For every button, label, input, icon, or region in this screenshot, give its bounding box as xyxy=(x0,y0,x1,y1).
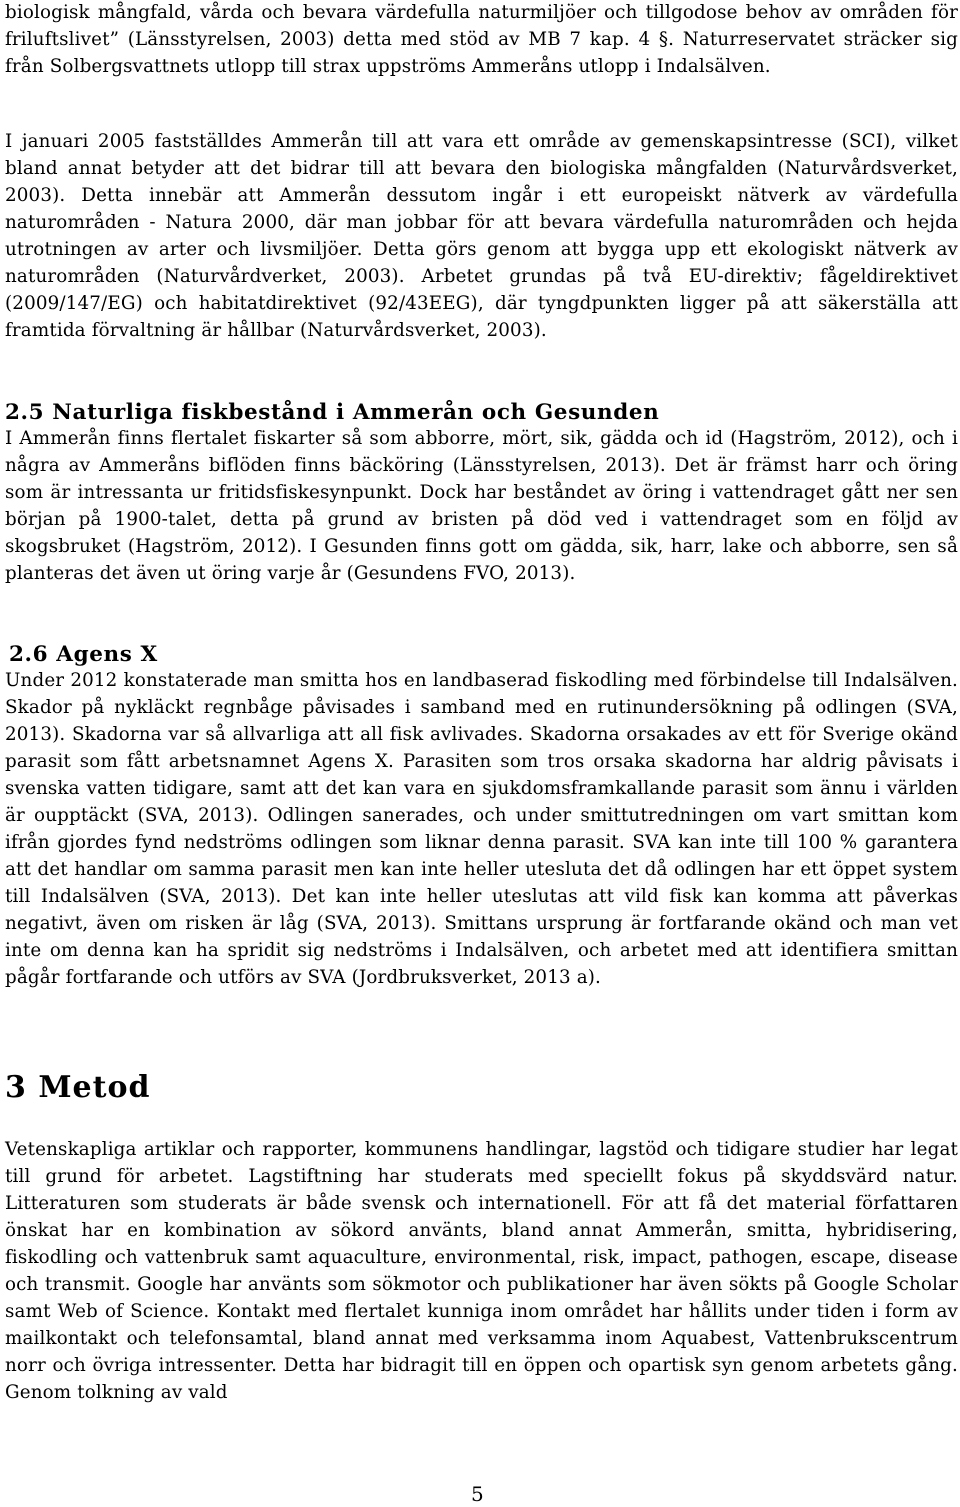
chapter-heading: 3 Metod xyxy=(5,1070,151,1105)
section-heading: 2.5 Naturliga fiskbestånd i Ammerån och Gesunden xyxy=(5,400,660,425)
body-paragraph: Vetenskapliga artiklar och rapporter, kommunens handlingar, lagstöd och tidigare studier har legat till grund för arbetet. Lagstiftning har studerats med speciellt fokus på skyddsvärd natur. Litteraturen som studerats är både svensk och internationell. För att få det material författaren önskat har en kombination av sökord använts, bland annat Ammerån, smitta, hybridisering, fiskodling och vattenbruk samt aquaculture, environmental, risk, impact, pathogen, escape, disease och transmit. Google har använts som sökmotor och publikationer har även sökts på Google Scholar samt Web of Science. Kontakt med flertalet kunniga inom området har hållits under tiden i form av mailkontakt och telefonsamtal, bland annat med verksamma inom Aquabest, Vattenbrukscentrum norr och övriga intressenter. Detta har bidragit till en öppen och opartisk syn genom arbetets gång. Genom tolkning av vald xyxy=(5,1139,958,1403)
page-number: 5 xyxy=(471,1482,484,1506)
body-paragraph: biologisk mångfald, vårda och bevara värdefulla naturmiljöer och tillgodose behov av områden för friluftslivet” (Länsstyrelsen, 2003) detta med stöd av MB 7 kap. 4 §. Naturreservatet sträcker sig från Solbergsvattnets utlopp till strax uppströms Ammeråns utlopp i Indalsälven. xyxy=(5,2,958,77)
body-paragraph: I januari 2005 fastställdes Ammerån till att vara ett område av gemenskapsintresse (SCI), vilket bland annat betyder att det bidrar till att bevara den biologiska mångfalden (Naturvårdsverket, 2003). Detta innebär att Ammerån dessutom ingår i ett europeiskt nätverk av värdefulla naturområden - Natura 2000, där man jobbar för att bevara värdefulla naturområden och hejda utrotningen av arter och livsmiljöer. Detta görs genom att bygga upp ett ekologiskt nätverk av naturområden (Naturvårdverket, 2003). Arbetet grundas på två EU-direktiv; fågeldirektivet (2009/147/EG) och habitatdirektivet (92/43EEG), där tyngdpunkten ligger på att säkerställa att framtida förvaltning är hållbar (Naturvårdsverket, 2003). xyxy=(5,131,958,341)
body-paragraph: I Ammerån finns flertalet fiskarter så som abborre, mört, sik, gädda och id (Hagström, 2012), och i några av Ammeråns biflöden finns bäcköring (Länsstyrelsen, 2013). Det är främst harr och öring som är intressanta ur fritidsfiskesynpunkt. Dock har beståndet av öring i vattendraget gått ner sen början på 1900-talet, detta på grund av bristen på död ved i vattendraget som en följd av skogsbruket (Hagström, 2012). I Gesunden finns gott om gädda, sik, harr, lake och abborre, sen så planteras det även ut öring varje år (Gesundens FVO, 2013). xyxy=(5,428,958,584)
section-heading: 2.6 Agens X xyxy=(9,642,158,667)
body-paragraph: Under 2012 konstaterade man smitta hos en landbaserad fiskodling med förbindelse till Indalsälven. Skador på nykläckt regnbåge påvisades i samband med en rutinundersökning på odlingen (SVA, 2013). Skadorna var så allvarliga att all fisk avlivades. Skadorna orsakades av ett för Sverige okänd parasit som fått arbetsnamnet Agens X. Parasiten som tros orsaka skadorna har aldrig påvisats i svenska vatten tidigare, samt att det kan vara en sjukdomsframkallande parasit som ännu i världen är oupptäckt (SVA, 2013). Odlingen sanerades, och under smittutredningen om vart smittan kom ifrån gjordes fynd nedströms odlingen som liknar denna parasit. SVA kan inte till 100 % garantera att det handlar om samma parasit men kan inte heller utesluta det då odlingen har ett öppet system till Indalsälven (SVA, 2013). Det kan inte heller uteslutas att vild fisk kan komma att påverkas negativt, även om risken är låg (SVA, 2013). Smittans ursprung är fortfarande okänd och man vet inte om denna kan ha spridit sig nedströms i Indalsälven, och arbetet med att identifiera smittan pågår fortfarande och utförs av SVA (Jordbruksverket, 2013 a). xyxy=(5,670,958,988)
